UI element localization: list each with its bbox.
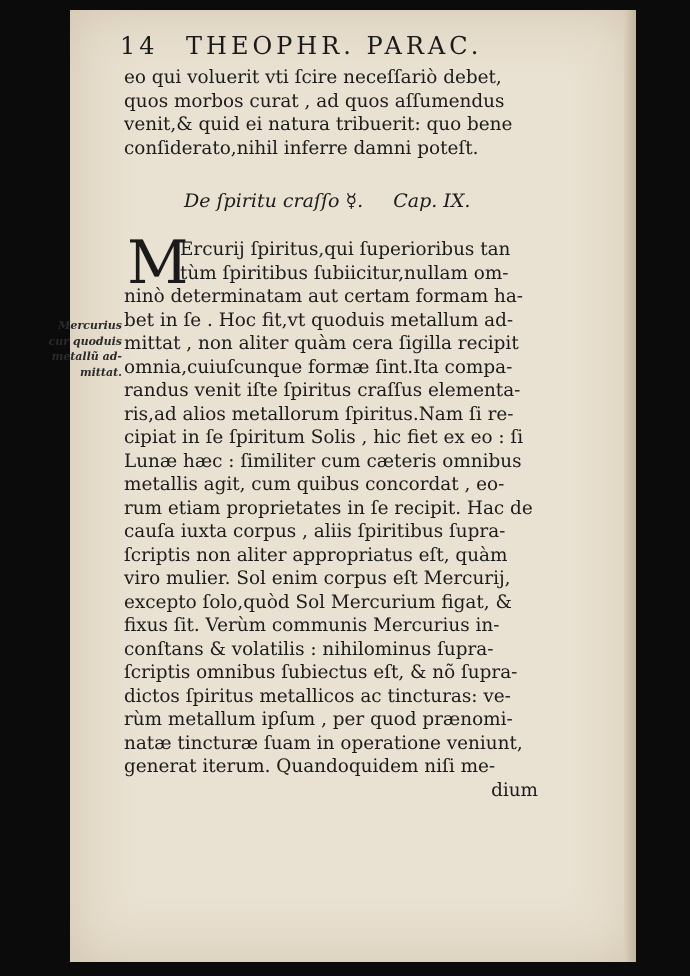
text-line: conſiderato,nihil inferre damni poteſt. [124,137,479,159]
text-line: Ercurij ſpiritus,qui ſuperioribus tan [180,239,511,260]
text-line: conſtans & volatilis : nihilominus ſupra- [124,638,494,660]
intro-paragraph [124,66,538,160]
text-line: Lunæ hæc : ſimiliter cum cæteris omnibus [124,450,522,472]
page-edge [624,10,636,962]
text-line: tùm ſpiritibus ſubiicitur,nullam om- [180,262,509,284]
text-line: eo qui voluerit vti ſcire neceſſariò debet, [124,67,502,88]
page-header [120,32,550,66]
chapter-title: De ſpiritu craſſo ☿. [184,190,364,212]
margin-note [40,318,122,380]
text-line: excepto ſolo,quòd Sol Mercurium figat, & [124,591,512,613]
text-line: cauſa iuxta corpus , aliis ſpiritibus ſupra- [124,521,506,542]
text-line: randus venit iſte ſpiritus craſſus elementa- [124,380,521,401]
text-line: rùm metallum ipſum , per quod prænomi- [124,709,513,730]
text-line: venit,& quid ei natura tribuerit: quo bene [124,114,513,135]
chapter-paragraph [124,228,538,802]
text-line: ninò determinatam aut certam formam ha- [124,286,524,307]
text-line: generat iterum. Quandoquidem niſi me- [124,756,496,777]
margin-note-line: metallũ ad- [51,350,122,363]
text-line: natæ tincturæ ſuam in operatione veniunt, [124,732,523,754]
text-line: omnia,cuiuſcunque formæ ſint.Ita compa- [124,356,513,378]
text-line: ſcriptis omnibus ſubiectus eſt, & nõ ſupra- [124,662,518,683]
chapter-heading [184,190,544,216]
text-line: dictos ſpiritus metallicos ac tincturas: ve- [124,685,511,707]
text-line: metallis agit, cum quibus concordat , eo- [124,474,505,495]
running-head: THEOPHR. PARAC. [186,32,483,60]
page-number: 14 [120,32,159,60]
catchword: dium [491,779,538,801]
drop-cap: M [127,228,189,298]
text-line: fixus ſit. Verùm communis Mercurius in- [124,615,500,636]
margin-note-line: mittat. [79,365,122,379]
text-line: ſcriptis non aliter appropriatus eſt, quàm [124,544,508,566]
text-line: ris,ad alios metallorum ſpiritus.Nam ſi re- [124,403,514,425]
text-line: viro mulier. Sol enim corpus eſt Mercurij, [124,568,511,589]
text-line: mittat , non aliter quàm cera ſigilla recipit [124,333,519,354]
text-line: bet in ſe . Hoc fit,vt quoduis metallum ad- [124,309,514,331]
text-line: cipiat in ſe ſpiritum Solis , hic fiet ex eo : ſi [124,427,524,448]
margin-note-line: Mercurius [58,319,122,332]
text-line: quos morbos curat , ad quos aſſumendus [124,90,505,112]
text-line: rum etiam proprietates in ſe recipit. Hac de [124,497,533,519]
margin-note-line: cur quoduis [48,334,122,348]
chapter-number: Cap. IX. [393,190,471,212]
